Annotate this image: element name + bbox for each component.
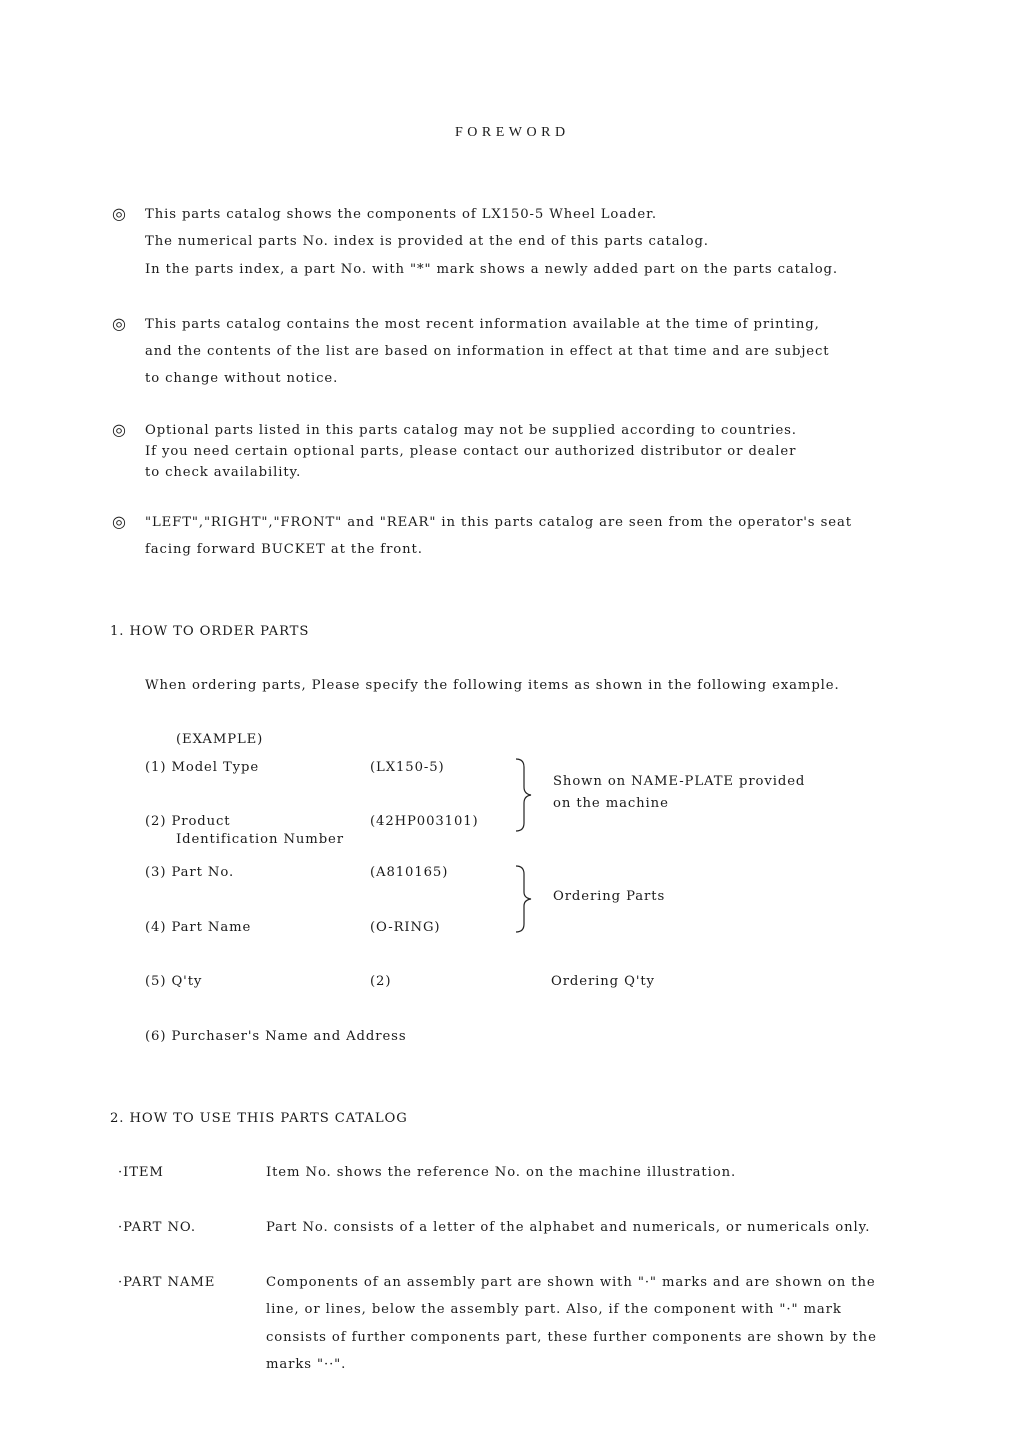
definition-text: Part No. consists of a letter of the alphabet and numericals, or numericals only. xyxy=(266,1220,871,1235)
example-item-value: (O-RING) xyxy=(370,920,441,935)
section-heading: 2. HOW TO USE THIS PARTS CATALOG xyxy=(110,1111,408,1126)
note-line: In the parts index, a part No. with "*" mark shows a newly added part on the parts catalog. xyxy=(145,262,838,277)
note-line: Optional parts listed in this parts catalog may not be supplied according to countries. xyxy=(145,423,797,438)
note-line: and the contents of the list are based on information in effect at that time and are subject xyxy=(145,344,830,359)
example-item-label: (1) Model Type xyxy=(145,760,260,775)
definition-term: ·PART NO. xyxy=(118,1220,196,1235)
note-line: If you need certain optional parts, please contact our authorized distributor or dealer xyxy=(145,444,797,459)
note-line: to change without notice. xyxy=(145,371,339,386)
group-note: Shown on NAME-PLATE provided xyxy=(553,774,806,789)
example-item-label: (3) Part No. xyxy=(145,865,235,880)
section-intro: When ordering parts, Please specify the following items as shown in the following example. xyxy=(145,678,840,693)
example-item-label: (5) Q'ty xyxy=(145,974,203,989)
double-circle-icon: ◎ xyxy=(112,420,126,439)
double-circle-icon: ◎ xyxy=(112,512,126,531)
definition-term: ·ITEM xyxy=(118,1165,164,1180)
example-item-value: (A810165) xyxy=(370,865,449,880)
group-note: Ordering Parts xyxy=(553,889,666,904)
note-line: The numerical parts No. index is provided at the end of this parts catalog. xyxy=(145,234,709,249)
right-brace-icon xyxy=(512,757,534,833)
page-title: FOREWORD xyxy=(455,125,570,140)
double-circle-icon: ◎ xyxy=(112,314,126,333)
example-item-label: (4) Part Name xyxy=(145,920,252,935)
note-line: "LEFT","RIGHT","FRONT" and "REAR" in this parts catalog are seen from the operator's seat xyxy=(145,515,852,530)
example-label: (EXAMPLE) xyxy=(176,732,264,747)
note-line: facing forward BUCKET at the front. xyxy=(145,542,423,557)
definition-text: Components of an assembly part are shown with "·" marks and are shown on the xyxy=(266,1275,876,1290)
section-heading: 1. HOW TO ORDER PARTS xyxy=(110,624,310,639)
note-line: This parts catalog shows the components of LX150-5 Wheel Loader. xyxy=(145,207,657,222)
example-item-value: (LX150-5) xyxy=(370,760,445,775)
note-line: This parts catalog contains the most recent information available at the time of printing, xyxy=(145,317,820,332)
example-item-label: (6) Purchaser's Name and Address xyxy=(145,1029,407,1044)
example-item-value: (2) xyxy=(370,974,392,989)
definition-text: marks "··". xyxy=(266,1357,347,1372)
definition-text: line, or lines, below the assembly part. Also, if the component with "·" mark xyxy=(266,1302,842,1317)
definition-term: ·PART NAME xyxy=(118,1275,216,1290)
group-note: Ordering Q'ty xyxy=(551,974,655,989)
note-line: to check availability. xyxy=(145,465,302,480)
definition-text: Item No. shows the reference No. on the machine illustration. xyxy=(266,1165,737,1180)
definition-text: consists of further components part, these further components are shown by the xyxy=(266,1330,877,1345)
group-note: on the machine xyxy=(553,796,669,811)
right-brace-icon xyxy=(512,864,534,934)
example-item-value: (42HP003101) xyxy=(370,814,479,829)
double-circle-icon: ◎ xyxy=(112,204,126,223)
example-item-label: (2) Product xyxy=(145,814,231,829)
example-item-label-cont: Identification Number xyxy=(176,832,344,847)
